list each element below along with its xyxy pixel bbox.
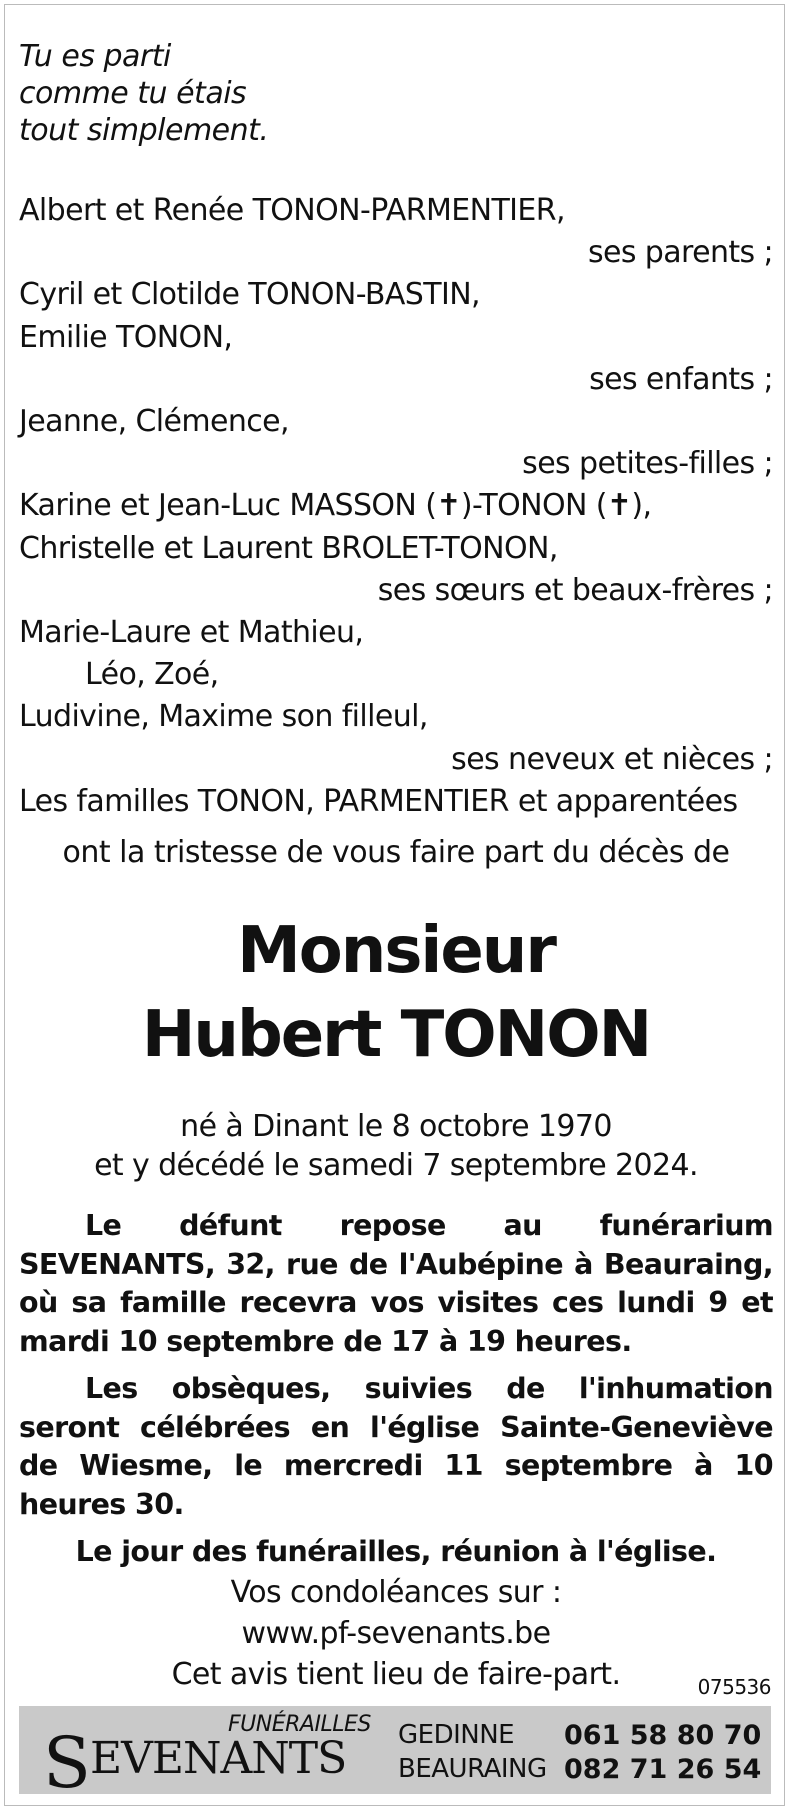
life-dates	[19, 1107, 773, 1185]
viewing-details: Le défunt repose au funérarium SEVENANTS, 32, rue de l'Aubépine à Beauraing, où sa famille recevra vos visites ces lundi 9 et mardi 10 septembre de 17 à 19 heures.	[19, 1209, 773, 1358]
announcement: ont la tristesse de vous faire part du décès de	[62, 835, 730, 871]
family-sibling: Christelle et Laurent BROLET-TONON,	[19, 530, 558, 566]
family-grandchildren: Jeanne, Clémence,	[19, 404, 289, 440]
funeral-details: Les obsèques, suivies de l'inhumation seront célébrées en l'église Sainte-Geneviève de Wiesme, le mercredi 11 septembre à 10 heures 30.	[19, 1372, 773, 1521]
birth-line: né à Dinant le 8 octobre 1970	[180, 1109, 612, 1145]
relation-grandchildren: ses petites-filles ;	[522, 446, 773, 482]
family-child: Cyril et Clotilde TONON-BASTIN,	[19, 277, 480, 313]
obituary-notice	[19, 38, 773, 1695]
relation-parents: ses parents ;	[587, 235, 773, 271]
logo-initial: S	[43, 1722, 90, 1804]
family-nephew: Marie-Laure et Mathieu,	[19, 615, 364, 651]
website-link[interactable]: www.pf-sevenants.be	[241, 1616, 551, 1652]
family-parents: Albert et Renée TONON-PARMENTIER,	[19, 193, 565, 228]
poem	[19, 38, 773, 149]
relation-siblings: ses sœurs et beaux-frères ;	[377, 572, 773, 608]
poem-line: comme tu étais	[19, 76, 247, 111]
family-list	[19, 190, 773, 823]
office-city: GEDINNE	[398, 1720, 515, 1750]
family-nephew: Léo, Zoé,	[85, 657, 219, 693]
relation-nephews: ses neveux et nièces ;	[451, 741, 773, 777]
condolences-label: Vos condoléances sur :	[230, 1575, 562, 1611]
relation-children: ses enfants ;	[589, 361, 773, 397]
logo-text: EVENANTS	[89, 1733, 347, 1784]
family-child: Emilie TONON,	[19, 319, 233, 355]
office-city: BEAURAING	[398, 1754, 547, 1784]
family-sibling: Karine et Jean-Luc MASSON (✝)-TONON (✝),	[19, 488, 652, 524]
deceased-name	[19, 909, 773, 1077]
death-line: et y décédé le samedi 7 septembre 2024.	[94, 1148, 698, 1184]
office-phone[interactable]: 061 58 80 70	[564, 1720, 762, 1751]
deceased-title: Monsieur	[237, 914, 555, 989]
poem-line: tout simplement.	[19, 113, 269, 148]
poem-line: Tu es parti	[19, 39, 171, 74]
family-extended: Les familles TONON, PARMENTIER et apparentées	[19, 783, 738, 819]
funeral-home-banner	[19, 1706, 771, 1804]
deceased-fullname: Hubert TONON	[141, 998, 651, 1073]
family-nephew: Ludivine, Maxime son filleul,	[19, 699, 428, 735]
logo-subtitle: FUNÉRAILLES	[228, 1712, 371, 1737]
office-phone[interactable]: 082 71 26 54	[564, 1754, 762, 1785]
meeting-note: Le jour des funérailles, réunion à l'église.	[75, 1535, 717, 1569]
notice-statement: Cet avis tient lieu de faire-part.	[171, 1657, 621, 1693]
reference-number: 075536	[697, 1675, 771, 1699]
